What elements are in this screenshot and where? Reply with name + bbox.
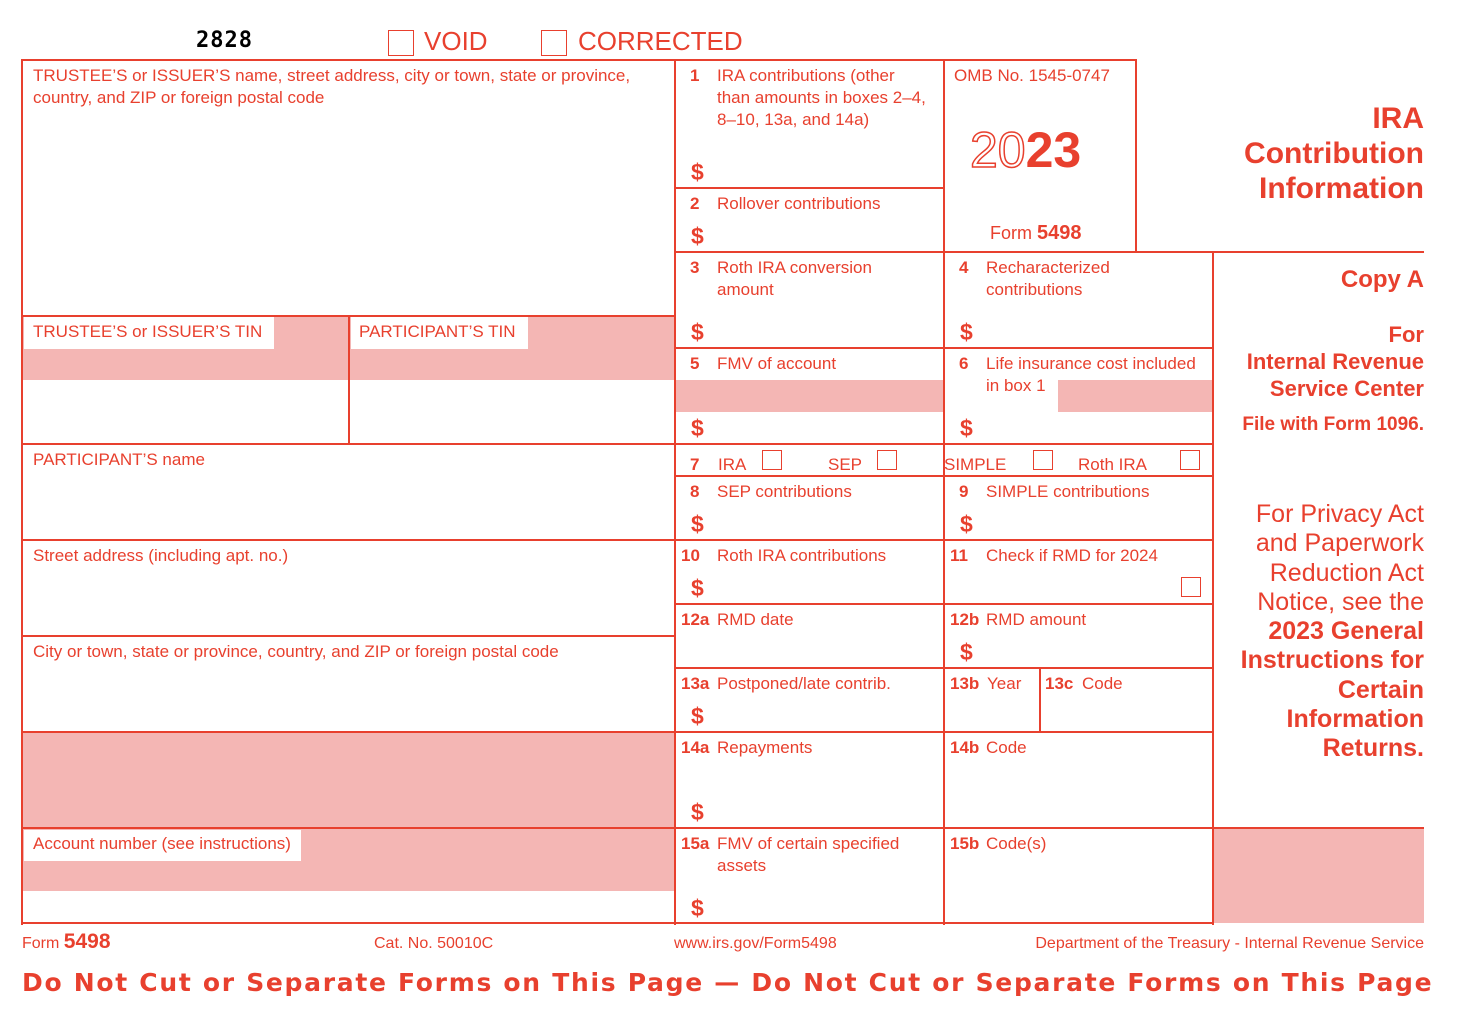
box2-label: Rollover contributions: [717, 194, 881, 213]
box8-number: 8: [690, 482, 700, 501]
title-line: Contribution: [1244, 137, 1424, 170]
box7-sep-checkbox[interactable]: [877, 450, 897, 470]
trustee-name-label: TRUSTEE’S or ISSUER’S name, street address, city or town, state or province, country, and ZIP or foreign postal code: [33, 66, 631, 107]
box14a-label: Repayments: [717, 738, 813, 757]
irs-line: Internal Revenue: [1246, 349, 1424, 374]
void-checkbox[interactable]: [388, 30, 414, 56]
line: [943, 476, 945, 925]
account-number-label: Account number (see instructions): [24, 830, 301, 861]
box2-dollar: $: [691, 223, 704, 249]
tax-year-outline: 20: [970, 122, 1026, 178]
omb-form-label: [990, 222, 1082, 244]
participant-tin-label: PARTICIPANT’S TIN: [351, 317, 528, 349]
for-irs-block: [1247, 321, 1424, 402]
void-label: VOID: [424, 26, 488, 56]
box6-dollar: $: [960, 415, 973, 441]
box13a-dollar: $: [691, 703, 704, 729]
privacy-notice: [1241, 500, 1424, 764]
box4-label: Recharacterized contributions: [986, 258, 1110, 299]
box9-number: 9: [959, 482, 969, 501]
line: [21, 635, 676, 637]
box1-number: 1: [690, 66, 700, 85]
box8-dollar: $: [691, 511, 704, 537]
line: [21, 922, 1214, 924]
box1-label: IRA contributions (other than amounts in boxes 2–4, 8–10, 13a, and 14a): [717, 66, 926, 129]
blank-shade-left: [23, 733, 675, 828]
corrected-label: CORRECTED: [578, 26, 743, 56]
line: [1039, 668, 1041, 732]
box13b-number: 13b: [950, 674, 980, 693]
box12b-label: RMD amount: [986, 610, 1087, 629]
privacy-line: and Paperwork: [1255, 529, 1424, 558]
box12b-dollar: $: [960, 639, 973, 665]
footer-form-prefix: Form: [22, 935, 60, 952]
file-with-label: File with Form 1096.: [1242, 414, 1424, 435]
line: [348, 316, 350, 444]
box4-dollar: $: [960, 319, 973, 345]
line: [21, 539, 1214, 541]
box11-rmd-checkbox[interactable]: [1181, 577, 1201, 597]
box14a-dollar: $: [691, 799, 704, 825]
privacy-line: Information: [1286, 705, 1424, 734]
city-label: City or town, state or province, country, and ZIP or foreign postal code: [33, 642, 559, 661]
box13a-number: 13a: [681, 674, 710, 693]
box5-label: FMV of account: [717, 354, 837, 373]
cat-number: Cat. No. 50010C: [374, 935, 494, 952]
footer-form-number: 5498: [63, 930, 111, 953]
box7-roth-label: Roth IRA: [1078, 455, 1147, 474]
box11-number: 11: [950, 546, 968, 565]
box7-number: 7: [690, 455, 700, 474]
box12a-label: RMD date: [717, 610, 794, 629]
box10-dollar: $: [691, 575, 704, 601]
tax-year-bold: 23: [1025, 122, 1082, 178]
copy-label: Copy A: [1340, 266, 1424, 293]
box13a-label: Postponed/late contrib.: [717, 674, 891, 693]
privacy-line: For Privacy Act: [1255, 500, 1424, 528]
box3-dollar: $: [691, 319, 704, 345]
box13c-label: Code: [1082, 674, 1123, 693]
corner-shade: [1214, 829, 1424, 923]
title-line: Information: [1259, 172, 1424, 205]
for-label: For: [1388, 322, 1424, 347]
irs-line: Service Center: [1269, 376, 1424, 401]
box5-number: 5: [690, 354, 700, 373]
corrected-checkbox[interactable]: [541, 30, 567, 56]
line: [21, 443, 1214, 445]
form-code: 2828: [196, 28, 253, 53]
box3-label: Roth IRA conversion amount: [717, 258, 872, 299]
trustee-tin-label: TRUSTEE’S or ISSUER’S TIN: [24, 317, 274, 349]
box12a-number: 12a: [681, 610, 710, 629]
box9-dollar: $: [960, 511, 973, 537]
line: [674, 347, 1214, 349]
omb-number: OMB No. 1545-0747: [954, 66, 1110, 85]
box6-label: Life insurance cost included in box 1: [986, 354, 1196, 395]
title-line: IRA: [1372, 102, 1424, 135]
box4-number: 4: [959, 258, 969, 277]
box7-ira-label: IRA: [718, 455, 747, 474]
box15a-number: 15a: [681, 834, 710, 853]
box10-label: Roth IRA contributions: [717, 546, 887, 565]
box7-sep-label: SEP: [828, 455, 863, 474]
box14b-label: Code: [986, 738, 1027, 757]
line: [21, 731, 1214, 733]
form-prefix: Form: [990, 223, 1032, 243]
box2-number: 2: [690, 194, 700, 213]
line: [943, 59, 945, 252]
box7-roth-checkbox[interactable]: [1180, 450, 1200, 470]
box7-simple-checkbox[interactable]: [1033, 450, 1053, 470]
box11-label: Check if RMD for 2024: [986, 546, 1158, 565]
box15a-dollar: $: [691, 895, 704, 921]
box3-number: 3: [690, 258, 700, 277]
privacy-line: Instructions for: [1240, 646, 1424, 675]
line: [1135, 59, 1137, 252]
line: [1212, 252, 1214, 925]
box10-number: 10: [681, 546, 700, 565]
privacy-line: Certain: [1337, 675, 1424, 704]
form-title: [1244, 101, 1424, 206]
line: [21, 827, 1424, 829]
line: [21, 59, 23, 925]
box7-ira-checkbox[interactable]: [762, 450, 782, 470]
box8-label: SEP contributions: [717, 482, 852, 501]
line: [674, 187, 945, 189]
participant-name-label: PARTICIPANT’S name: [33, 450, 205, 469]
do-not-cut-banner: Do Not Cut or Separate Forms on This Page — Do Not Cut or Separate Forms on This Page: [22, 968, 1434, 997]
street-address-label: Street address (including apt. no.): [33, 546, 289, 565]
box5-dollar: $: [691, 415, 704, 441]
line: [674, 251, 1424, 253]
box13b-label: Year: [987, 674, 1022, 693]
box1-dollar: $: [691, 159, 704, 185]
irs-url[interactable]: www.irs.gov/Form5498: [674, 935, 837, 952]
box15b-label: Code(s): [986, 834, 1047, 853]
box5-shade: [676, 380, 944, 412]
box12b-number: 12b: [950, 610, 980, 629]
box15a-label: FMV of certain specified assets: [717, 834, 900, 875]
tax-year: [970, 122, 1081, 178]
line: [674, 603, 1214, 605]
privacy-line: Reduction Act: [1269, 558, 1424, 587]
box7-simple-label: SIMPLE: [944, 455, 1007, 474]
privacy-line: Returns.: [1322, 734, 1424, 763]
privacy-line: Notice, see the: [1257, 587, 1424, 616]
department-label: Department of the Treasury - Internal Revenue Service: [1035, 935, 1424, 952]
line: [21, 59, 1137, 61]
box9-label: SIMPLE contributions: [986, 482, 1150, 501]
box15b-number: 15b: [950, 834, 980, 853]
footer-form-label: [22, 930, 111, 954]
box13c-number: 13c: [1045, 674, 1074, 693]
line: [674, 667, 1214, 669]
form-number: 5498: [1037, 222, 1082, 244]
box14b-number: 14b: [950, 738, 980, 757]
box6-number: 6: [959, 354, 969, 373]
box14a-number: 14a: [681, 738, 710, 757]
privacy-line: 2023 General: [1268, 617, 1424, 646]
